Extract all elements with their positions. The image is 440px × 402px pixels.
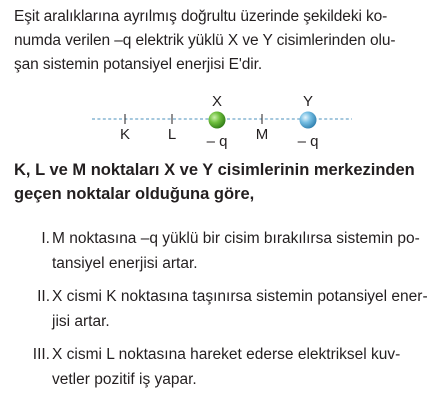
statement-line: tansiyel enerjisi artar. [52, 255, 198, 272]
statement-line: jisi artar. [52, 313, 110, 330]
object-y-label: Y [302, 93, 314, 110]
statement-line: vetler pozitif iş yapar. [52, 371, 197, 388]
intro-line: şan sistemin potansiyel enerjisi E'dir. [14, 56, 263, 73]
charge-diagram [0, 90, 440, 152]
statement-line: M noktasına –q yüklü bir cisim bırakılırsa sistemin po- [52, 230, 420, 247]
statement-text [52, 284, 436, 334]
question-line: geçen noktalar olduğuna göre, [14, 185, 255, 203]
question-line: K, L ve M noktaları X ve Y cisimlerinin merkezinden [14, 161, 415, 179]
object-y-sphere [300, 112, 317, 129]
statement-line: X cismi L noktasına hareket ederse elektriksel kuv- [52, 346, 401, 363]
question-stem [14, 158, 434, 206]
point-label-l: L [167, 126, 177, 143]
object-x-charge: – q [206, 133, 228, 150]
statement-line: X cismi K noktasına taşınırsa sistemin potansiyel ener- [52, 288, 428, 305]
statement-number: I. [41, 230, 50, 247]
intro-line: numda verilen –q elektrik yüklü X ve Y cisimlerinden olu- [14, 32, 396, 49]
point-label-k: K [119, 126, 131, 143]
intro-line: Eşit aralıklarına ayrılmış doğrultu üzerinde şekildeki ko- [14, 8, 388, 25]
object-x-label: X [211, 93, 223, 110]
problem-intro [14, 5, 432, 77]
statement-number: III. [32, 346, 50, 363]
object-x-sphere [209, 112, 226, 129]
statement-number: II. [37, 288, 50, 305]
object-y-charge: – q [297, 133, 319, 150]
point-label-m: M [255, 126, 269, 143]
statement-text [52, 342, 436, 392]
statement-text [52, 226, 436, 276]
